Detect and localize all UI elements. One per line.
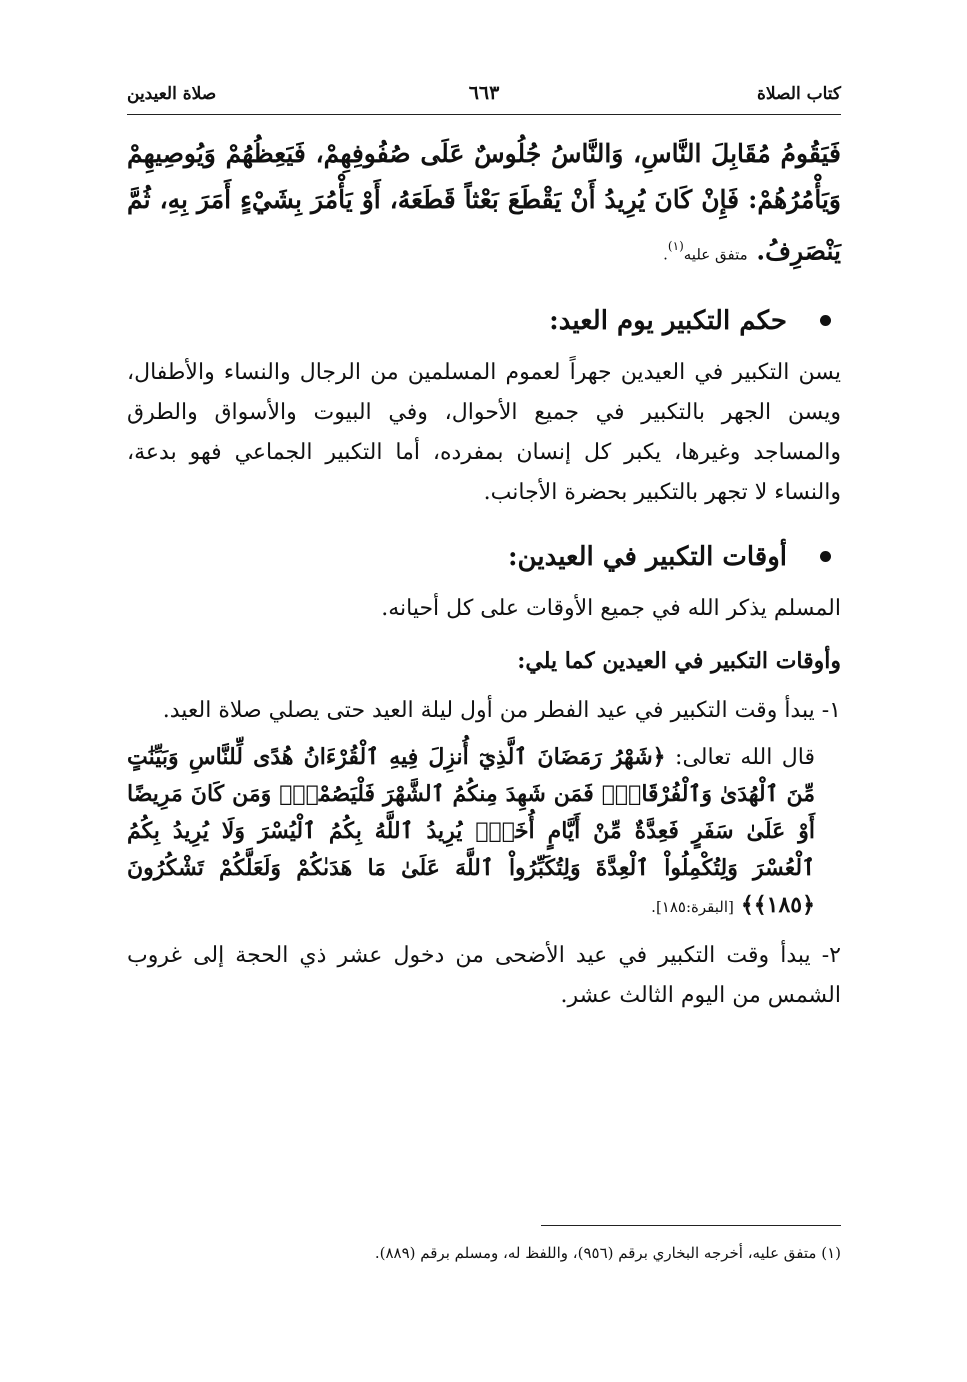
list-item: ٢- يبدأ وقت التكبير في عيد الأضحى من دخول عشر ذي الحجة إلى غروب الشمس من اليوم الثالث عشر. (127, 943, 841, 1009)
running-header (127, 78, 841, 115)
hadith-body: فَيَقُومُ مُقَابِلَ النَّاسِ، وَالنَّاسُ جُلُوسٌ عَلَى صُفُوفِهِمْ، فَيَعِظُهُمْ وَيُوصِيهِمْ وَيَأْمُرُهُمْ: فَإِنْ كَانَ يُرِيدُ أَنْ يَقْطَعَ بَعْثاً قَطَعَهُ، أَوْ يَأْمُرَ بِشَيْءٍ أَمَرَ بِهِ، ثُمَّ يَنْصَرِفُ. (127, 139, 841, 266)
chapter-title: صلاة العيدين (127, 84, 217, 104)
footnote-marker[interactable]: (١) (667, 239, 684, 253)
bullet-icon (820, 551, 831, 562)
quran-quote (127, 739, 841, 926)
page-number: ٦٦٣ (468, 82, 500, 104)
quran-ayah: ﴿شَهْرُ رَمَضَانَ ٱلَّذِيٓ أُنزِلَ فِيهِ ٱلْقُرْءَانُ هُدًى لِّلنَّاسِ وَبَيِّنَٰتٍ مِّنَ ٱلْهُدَىٰ وَٱلْفُرْقَانِۚ فَمَن شَهِدَ مِنكُمُ ٱلشَّهْرَ فَلْيَصُمْهُۖ وَمَن كَانَ مَرِيضًا أَوْ عَلَىٰ سَفَرٍ فَعِدَّةٌ مِّنْ أَيَّامٍ أُخَرَۗ يُرِيدُ ٱللَّهُ بِكُمُ ٱلْيُسْرَ وَلَا يُرِيدُ بِكُمُ ٱلْعُسْرَ وَلِتُكْمِلُواْ ٱلْعِدَّةَ وَلِتُكَبِّرُواْ ٱللَّهَ عَلَىٰ مَا هَدَىٰكُمْ وَلَعَلَّكُمْ تَشْكُرُونَ ﴿١٨٥﴾﴾ (127, 744, 815, 919)
times-subheading: وأوقات التكبير في العيدين كما يلي: (517, 648, 841, 675)
book-page (127, 78, 841, 1308)
hadith-text (127, 131, 841, 277)
ruling-paragraph: يسن التكبير في العيدين جهراً لعموم المسلمين من الرجال والنساء والأطفال، ويسن الجهر بالتكبير في جميع الأحوال، وفي البيوت والأسواق والطرق والمساجد وغيرها، يكبر كل إنسان بمفرده، أما التكبير الجماعي فهو بدعة، والنساء لا تجهر بالتكبير بحضرة الأجانب. (127, 360, 841, 506)
hadith-reference: متفق عليه (683, 245, 748, 264)
quran-intro: قال الله تعالى: (675, 745, 816, 771)
book-title: كتاب الصلاة (756, 84, 841, 104)
times-paragraph: المسلم يذكر الله في جميع الأوقات على كل أحيانه. (381, 596, 841, 622)
bullet-icon (820, 315, 831, 326)
section-heading-ruling (127, 301, 841, 341)
section-heading-label: حكم التكبير يوم العيد: (549, 306, 787, 337)
footnote: (١) متفق عليه، أخرجه البخاري برقم (٩٥٦)، واللفظ له، ومسلم برقم (٨٨٩). (374, 1244, 841, 1262)
footnote-divider (541, 1225, 841, 1226)
section-heading-label: أوقات التكبير في العيدين: (507, 542, 787, 573)
section-heading-times (127, 537, 841, 577)
list-item: ١- يبدأ وقت التكبير في عيد الفطر من أول ليلة العيد حتى يصلي صلاة العيد. (162, 698, 841, 724)
hadith-end: . (663, 245, 668, 264)
surah-reference: [البقرة:١٨٥]. (651, 898, 734, 917)
